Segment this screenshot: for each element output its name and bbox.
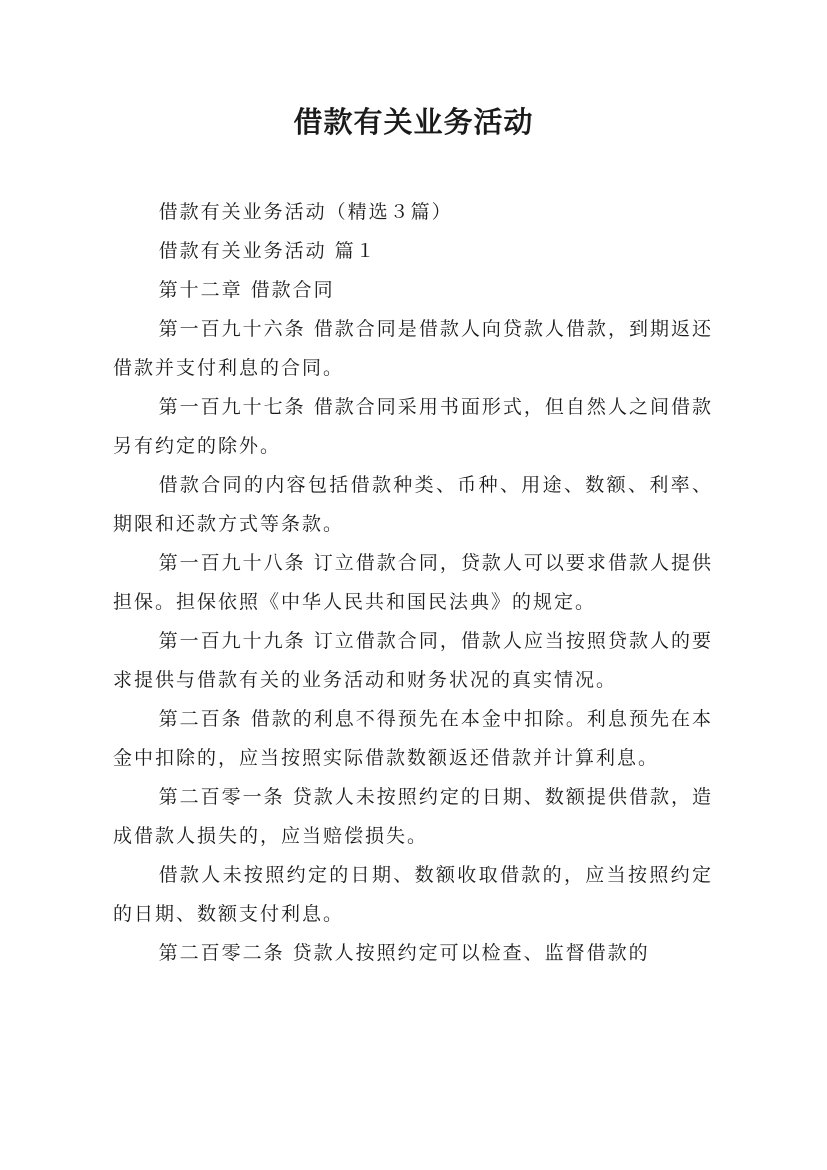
paragraph: 第十二章 借款合同 bbox=[158, 279, 335, 301]
paragraph: 第二百零二条 贷款人按照约定可以检查、监督借款的 bbox=[158, 942, 650, 964]
paragraph: 第一百九十九条 订立借款合同，借款人应当按照贷款人的要求提供与借款有关的业务活动和财务状况的真实情况。 bbox=[113, 630, 713, 691]
paragraph: 借款人未按照约定的日期、数额收取借款的，应当按照约定的日期、数额支付利息。 bbox=[113, 864, 713, 925]
paragraph: 第一百九十六条 借款合同是借款人向贷款人借款，到期返还借款并支付利息的合同。 bbox=[113, 318, 713, 379]
paragraph: 第二百零一条 贷款人未按照约定的日期、数额提供借款，造成借款人损失的，应当赔偿损失。 bbox=[113, 786, 713, 847]
paragraph: 第一百九十七条 借款合同采用书面形式，但自然人之间借款另有约定的除外。 bbox=[113, 396, 713, 457]
document-body bbox=[113, 193, 713, 973]
paragraph: 第二百条 借款的利息不得预先在本金中扣除。利息预先在本金中扣除的，应当按照实际借款数额返还借款并计算利息。 bbox=[113, 708, 713, 769]
paragraph: 借款有关业务活动 篇１ bbox=[158, 240, 377, 262]
paragraph: 第一百九十八条 订立借款合同，贷款人可以要求借款人提供担保。担保依照《中华人民共和国民法典》的规定。 bbox=[113, 552, 713, 613]
paragraph: 借款合同的内容包括借款种类、币种、用途、数额、利率、期限和还款方式等条款。 bbox=[113, 474, 713, 535]
paragraph: 借款有关业务活动（精选３篇） bbox=[158, 201, 453, 223]
document-title: 借款有关业务活动 bbox=[293, 105, 534, 139]
